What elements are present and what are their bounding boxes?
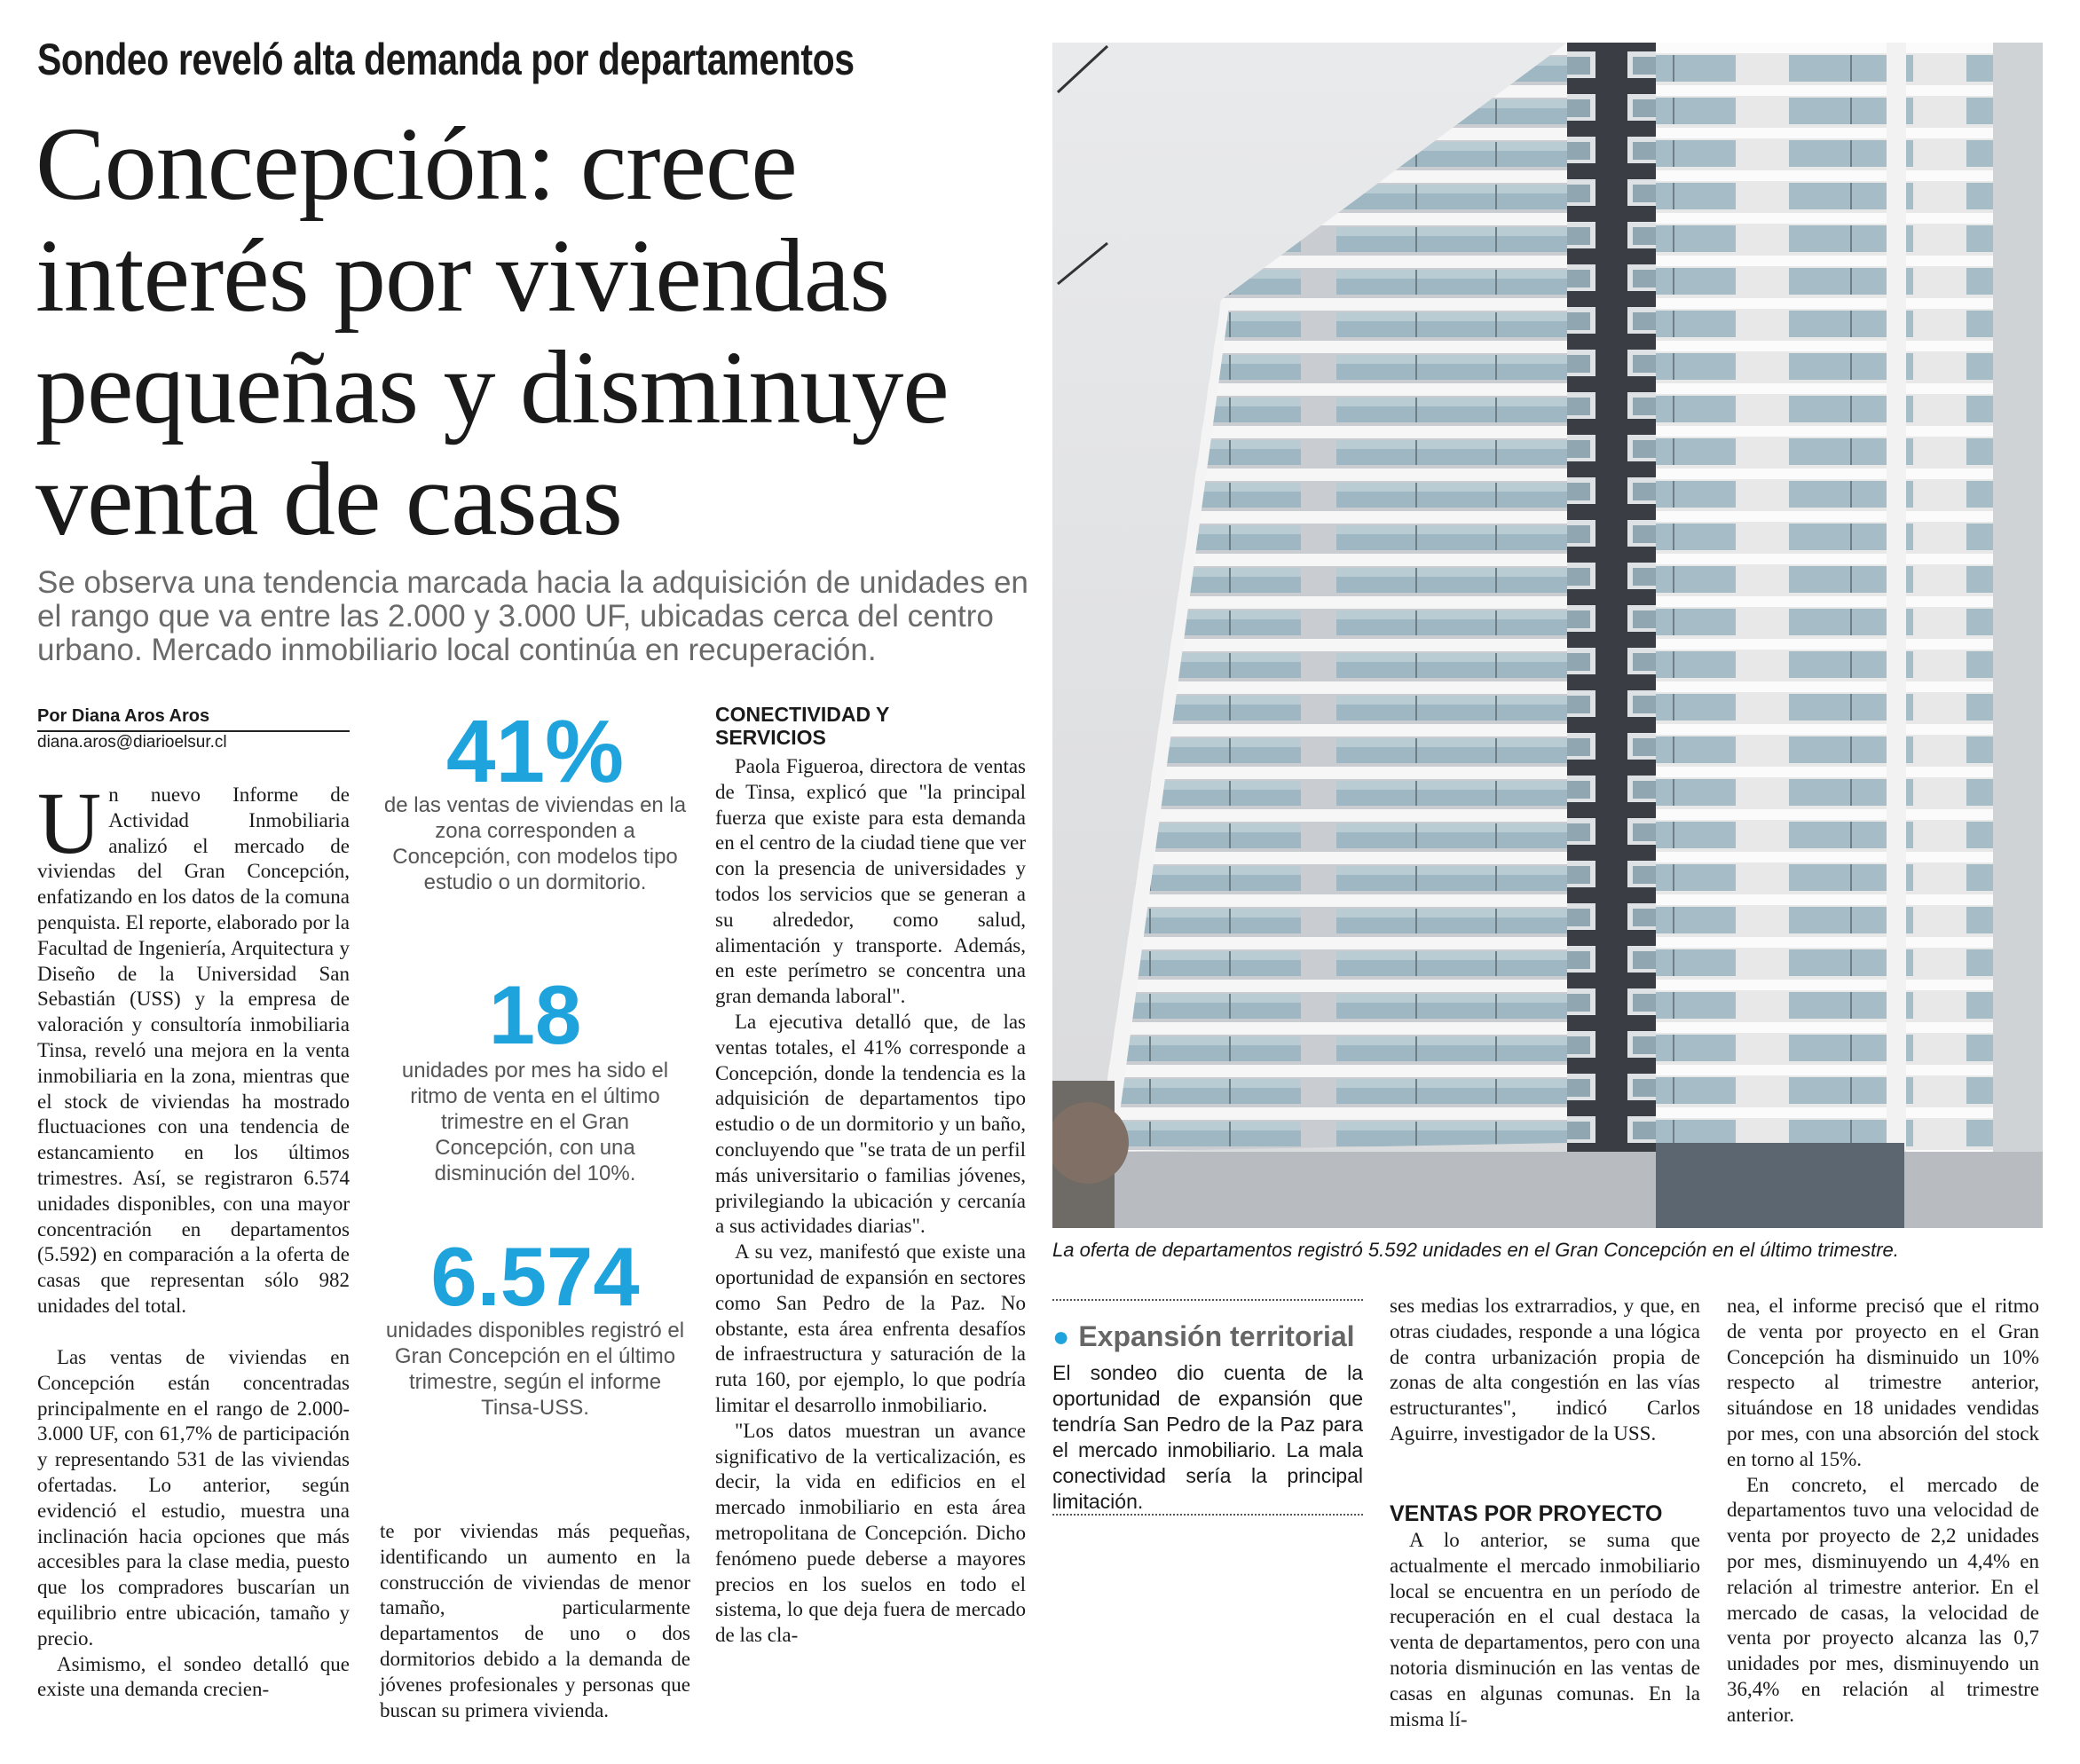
stat-value: 6.574 <box>430 1230 640 1323</box>
sidebar-text: El sondeo dio cuenta de la oportunidad de expansión que tendría San Pedro de la Paz para el mercado inmobiliario. La mala conectividad sería la principal limitación. <box>1052 1361 1363 1513</box>
section-subhead: VENTAS POR PROYECTO <box>1390 1501 1663 1526</box>
deck: Se observa una tendencia marcada hacia la adquisición de unidades en el rango que va entre las 2.000 y 3.000 UF, ubicadas cerca del centro urbano. Mercado inmobiliario local continúa en recuperación. <box>37 565 1028 667</box>
sidebar-title-text: Expansión territorial <box>1078 1320 1355 1352</box>
paragraph: A su vez, manifestó que existe una oportunidad de expansión en sectores como San Pedro de la Paz. No obstante, esta área enfrenta desafíos de infraestructura y saturación de la ruta 160, por ejemplo, lo que podría limitar el desarrollo inmobiliario. <box>715 1240 1026 1416</box>
paragraph: "Los datos muestran un avance significativo de la verticalización, es decir, la vida en edificios en el mercado inmobiliario en esta área metropolitana de Concepción. Dicho fenómeno puede deberse a mayores precios en los suelos en todo el sistema, lo que deja fuera de mercado de las cla- <box>715 1419 1026 1647</box>
bullet-icon: ● <box>1052 1320 1070 1352</box>
stat-text: unidades disponibles registró el Gran Concepción en el último trimestre, según el informe Tinsa-USS. <box>385 1319 685 1420</box>
paragraph: n nuevo Informe de Actividad Inmobiliaria analizó el mercado de viviendas del Gran Concepción, enfatizando en los datos de la comuna penquista. El reporte, elaborado por la Facultad de Ingeniería, Arquitectura y Diseño de la Universidad San Sebastián (USS) y la empresa de valoración y consultoría inmobiliaria Tinsa, reveló una mejora en la venta inmobiliaria en la zona, mientras que el stock de viviendas ha mostrado fluctuaciones con una tendencia de estancamiento en los últimos trimestres. Así, se registraron 6.574 unidades disponibles, con una mayor concentración en departamentos (5.592) en comparación a la oferta de casas que representan sólo 982 unidades del total. <box>37 784 350 1317</box>
paragraph: La ejecutiva detalló que, de las ventas totales, el 41% corresponde a Concepción, donde la tendencia es la adquisición de departamentos tipo estudio o de un dormitorio y un baño, concluyendo que "se trata de un perfil más universitario o familias jóvenes, privilegiando la ubicación y cercanía a sus actividades diarias". <box>715 1010 1026 1238</box>
paragraph: Paola Figueroa, directora de ventas de Tinsa, explicó que "la principal fuerza que existe para esta demanda en el centro de la ciudad tiene que ver con la presencia de universidades y todos los servicios que se generan a su alrededor, como salud, alimentación y transporte. Además, en este perímetro se concentra una gran demanda laboral". <box>715 755 1026 1008</box>
sidebar-title <box>1052 1320 1355 1353</box>
section-subhead: CONECTIVIDAD Y SERVICIOS <box>715 703 889 749</box>
headline: Concepción: crece interés por viviendas pequeñas y disminuye venta de casas <box>35 106 949 557</box>
article-column-5-cont <box>1390 1528 1700 1732</box>
article-column-1-cont <box>37 1345 350 1703</box>
building-photo <box>1052 43 2043 1228</box>
kicker: Sondeo reveló alta demanda por departamentos <box>37 35 855 84</box>
paragraph: Las ventas de viviendas en Concepción están concentradas principalmente en el rango de 2.000-3.000 UF, con 61,7% de participación y representando 531 de las viviendas ofertadas. Lo anterior, según evidenció el estudio, muestra una inclinación hacia opciones que más accesibles para la clase media, puesto que los compradores buscarían un equilibrio entre ubicación, tamaño y precio. <box>37 1346 350 1650</box>
paragraph: En concreto, el mercado de departamentos tuvo una velocidad de venta por proyecto de 2,2 unidades por mes, disminuyendo un 4,4% en relación al trimestre anterior. En el mercado de casas, la velocidad de venta por proyecto alcanza las 0,7 unidades por mes, disminuyendo un 36,4% en relación al trimestre anterior. <box>1727 1473 2039 1726</box>
paragraph: nea, el informe precisó que el ritmo de venta por proyecto en el Gran Concepción ha disminuido un 10% respecto al trimestre anterior, situándose en 18 unidades vendidas por mes, con una absorción del stock en torno al 15%. <box>1727 1295 2039 1470</box>
stat-value: 41% <box>445 702 625 801</box>
paragraph: A lo anterior, se suma que actualmente el mercado inmobiliario local se encuentra en un período de recuperación en el cual destaca la venta de departamentos, pero con una notoria disminución en las ventas de casas en algunas comunas. En la misma lí- <box>1390 1529 1700 1730</box>
stat-text: de las ventas de viviendas en la zona corresponden a Concepción, con modelos tipo estudio o un dormitorio. <box>383 793 687 894</box>
article-column-2 <box>380 1519 690 1723</box>
paragraph: Asimismo, el sondeo detalló que existe una demanda crecien- <box>37 1652 350 1701</box>
byline-email[interactable]: diana.aros@diarioelsur.cl <box>37 733 227 752</box>
byline-author: Por Diana Aros Aros <box>37 706 350 732</box>
stat-value: 18 <box>488 968 582 1061</box>
article-column-1 <box>37 774 350 1319</box>
article-column-5 <box>1390 1294 1700 1447</box>
photo-caption: La oferta de departamentos registró 5.592 unidades en el Gran Concepción en el último trimestre. <box>1052 1239 1899 1261</box>
paragraph: te por viviendas más pequeñas, identificando un aumento en la construcción de viviendas de menor tamaño, particularmente departamentos de uno o dos dormitorios debido a la demanda de jóvenes profesionales y personas que buscan su primera vivienda. <box>380 1520 690 1721</box>
stat-text: unidades por mes ha sido el ritmo de venta en el último trimestre en el Gran Concepción, con una disminución del 10%. <box>401 1059 669 1185</box>
dropcap: U <box>37 774 102 872</box>
article-column-3 <box>715 754 1026 1649</box>
article-column-6 <box>1727 1294 2039 1729</box>
paragraph: ses medias los extrarradios, y que, en otras ciudades, responde a una lógica de contra urbanización propia de zonas de alta congestión en las vías estructurantes", indicó Carlos Aguirre, investigador de la USS. <box>1390 1295 1700 1445</box>
